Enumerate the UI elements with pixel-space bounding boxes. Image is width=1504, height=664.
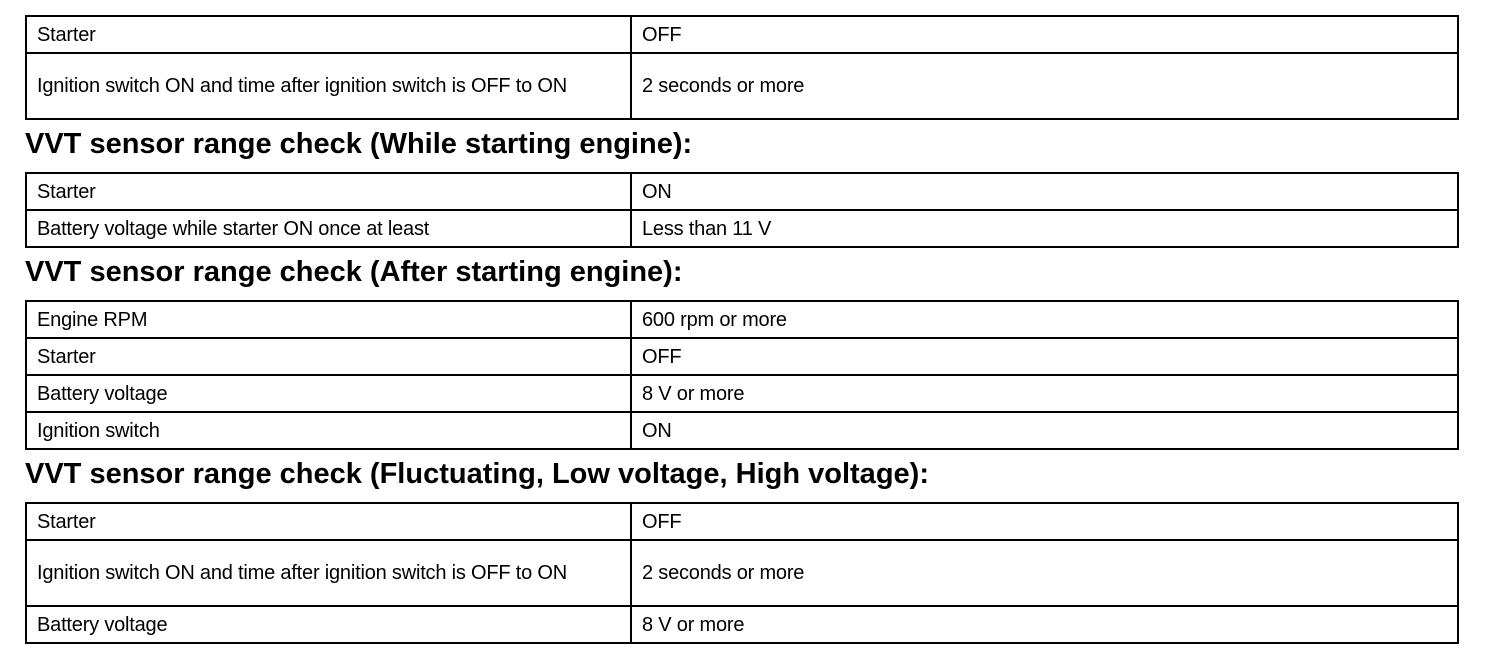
table-row xyxy=(26,210,1458,247)
condition-value: Less than 11 V xyxy=(631,210,1458,247)
condition-value: OFF xyxy=(631,503,1458,540)
condition-value: OFF xyxy=(631,338,1458,375)
condition-item: Starter xyxy=(26,16,631,53)
conditions-table-2 xyxy=(25,172,1459,248)
condition-value: 2 seconds or more xyxy=(631,53,1458,119)
condition-value: 2 seconds or more xyxy=(631,540,1458,606)
condition-item: Battery voltage while starter ON once at least xyxy=(26,210,631,247)
table-row xyxy=(26,16,1458,53)
table-row xyxy=(26,412,1458,449)
condition-item: Ignition switch ON and time after ignition switch is OFF to ON xyxy=(26,540,631,606)
condition-item: Ignition switch ON and time after ignition switch is OFF to ON xyxy=(26,53,631,119)
table-row xyxy=(26,375,1458,412)
condition-item: Battery voltage xyxy=(26,606,631,643)
condition-value: 8 V or more xyxy=(631,375,1458,412)
table-row xyxy=(26,301,1458,338)
condition-item: Starter xyxy=(26,338,631,375)
section-heading-while-starting: VVT sensor range check (While starting engine): xyxy=(25,128,693,160)
condition-item: Starter xyxy=(26,503,631,540)
table-row xyxy=(26,503,1458,540)
condition-value: 8 V or more xyxy=(631,606,1458,643)
condition-item: Starter xyxy=(26,173,631,210)
condition-value: 600 rpm or more xyxy=(631,301,1458,338)
section-heading-fluctuating: VVT sensor range check (Fluctuating, Low voltage, High voltage): xyxy=(25,458,929,490)
table-row xyxy=(26,606,1458,643)
table-row xyxy=(26,540,1458,606)
table-row xyxy=(26,338,1458,375)
document-page xyxy=(25,15,1457,644)
table-row xyxy=(26,173,1458,210)
conditions-table-4 xyxy=(25,502,1459,644)
section-heading-after-starting: VVT sensor range check (After starting engine): xyxy=(25,256,683,288)
condition-value: ON xyxy=(631,173,1458,210)
conditions-table-1 xyxy=(25,15,1459,120)
condition-item: Ignition switch xyxy=(26,412,631,449)
condition-item: Battery voltage xyxy=(26,375,631,412)
condition-item: Engine RPM xyxy=(26,301,631,338)
condition-value: ON xyxy=(631,412,1458,449)
condition-value: OFF xyxy=(631,16,1458,53)
conditions-table-3 xyxy=(25,300,1459,450)
table-row xyxy=(26,53,1458,119)
